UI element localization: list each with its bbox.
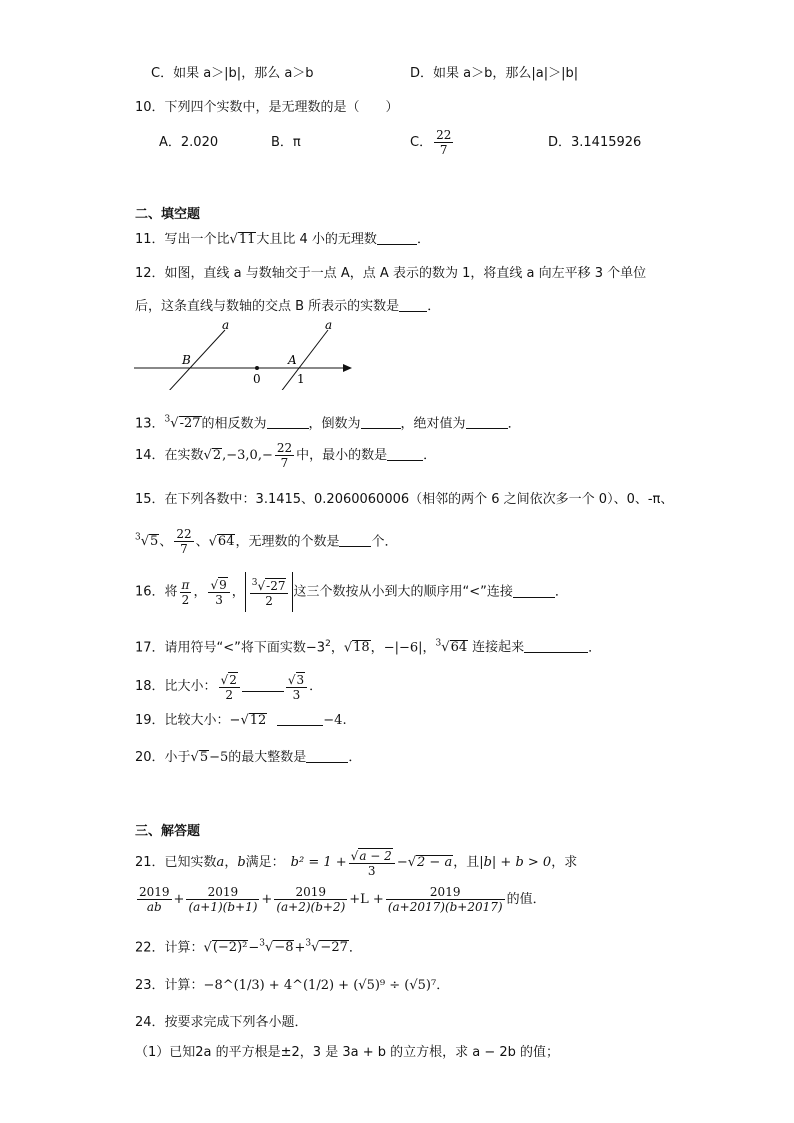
q11: 11．写出一个比√11大且比 4 小的无理数 ．	[135, 232, 430, 247]
q10-stem: 10．下列四个实数中，是无理数的是（ ）	[135, 100, 399, 115]
q9-option-d: D．如果 a＞b，那么|a|＞|b|	[410, 66, 579, 81]
line-a-shifted	[167, 330, 225, 390]
answer-blank	[267, 414, 309, 429]
answer-blank	[377, 230, 417, 245]
label-zero: 0	[253, 372, 261, 386]
answer-blank	[277, 711, 323, 726]
section-answer-title: 三、解答题	[135, 824, 201, 839]
q10-option-c: C． $\frac{22}{7}$	[410, 128, 452, 157]
q10-option-d: D．3.1415926	[548, 135, 642, 150]
q10-option-b: B．π	[271, 135, 301, 150]
label-point-b: B	[182, 353, 191, 367]
q21-line1: 21．已知实数a，b满足： b² = 1 + $\frac{√a - 2}{3}$ −√2 − a，且|b| + b > 0，求	[135, 848, 578, 878]
q15-line1: 15．在下列各数中：3.1415、0.2060060006（相邻的两个 6 之间依次多一个 0）、0、-π、	[135, 492, 674, 507]
q12-line2: 后，这条直线与数轴的交点 B 所表示的实数是 ．	[135, 299, 441, 314]
q15-line2: $^3$√5、 $\frac{22}{7}$ 、√64，无理数的个数是 个．	[135, 527, 398, 557]
q18: 18．比大小： $\frac{√2}{2}$ $\frac{√3}{3}$ ．	[135, 672, 323, 702]
q20: 20．小于√5−5的最大整数是 ．	[135, 750, 362, 765]
axis-arrow-icon	[343, 364, 352, 372]
q10-option-a: A．2.020	[159, 135, 219, 150]
q16: 16．将 $\frac{\pi}{2}$ ， $\frac{√9}{3}$ ， $\frac{^3√-27}{2}$ 这三个数按从小到大的顺序用“<”连接 ．	[135, 572, 568, 613]
answer-blank	[513, 583, 555, 598]
answer-blank	[306, 748, 348, 763]
q23: 23．计算：−8^(1/3) + 4^(1/2) + (√5)⁹ ÷ (√5)⁷．	[135, 978, 450, 993]
q9-option-c: C．如果 a＞|b|，那么 a＞b	[151, 66, 314, 81]
answer-blank	[361, 414, 401, 429]
label-a-original: a	[325, 318, 333, 332]
section-fill-in-title: 二、填空题	[135, 207, 201, 222]
q24-sub1: （1）已知2a 的平方根是±2，3 是 3a + b 的立方根，求 a − 2b 的值；	[135, 1045, 560, 1060]
label-point-a: A	[288, 353, 297, 367]
q17: 17．请用符号“<”将下面实数$-3^2$，√18，−|−6|，$^3$√64 连接起来 ．	[135, 639, 602, 656]
label-a-shifted: a	[222, 318, 230, 332]
q22: 22．计算：√(−2)²−$^3$√−8+$^3$√−27．	[135, 939, 362, 956]
q24-stem: 24．按要求完成下列各小题．	[135, 1015, 308, 1030]
answer-blank	[339, 532, 371, 547]
number-line-figure	[130, 318, 360, 390]
q12-line1: 12．如图，直线 a 与数轴交于一点 A，点 A 表示的数为 1，将直线 a 向左平移 3 个单位	[135, 266, 647, 281]
q19: 19．比较大小：−√12 −4.	[135, 713, 347, 728]
answer-blank	[242, 677, 284, 692]
origin-point	[255, 366, 259, 370]
answer-blank	[387, 446, 423, 461]
answer-blank	[399, 297, 427, 312]
q13: 13．$^3$√-27的相反数为 ，倒数为 ，绝对值为 ．	[135, 415, 521, 432]
answer-blank	[524, 638, 588, 653]
answer-blank	[466, 414, 508, 429]
label-one: 1	[297, 372, 305, 386]
q14: 14．在实数√2,−3,0,− $\frac{22}{7}$ 中，最小的数是 ．	[135, 441, 437, 470]
q21-line2: $\frac{2019}{ab}$ + $\frac{2019}{(a+1)(b+1)}$ + $\frac{2019}{(a+2)(b+2)}$ +L + $\frac{2019}{(a+2017)(b+2017)}$ 的值．	[139, 885, 546, 914]
